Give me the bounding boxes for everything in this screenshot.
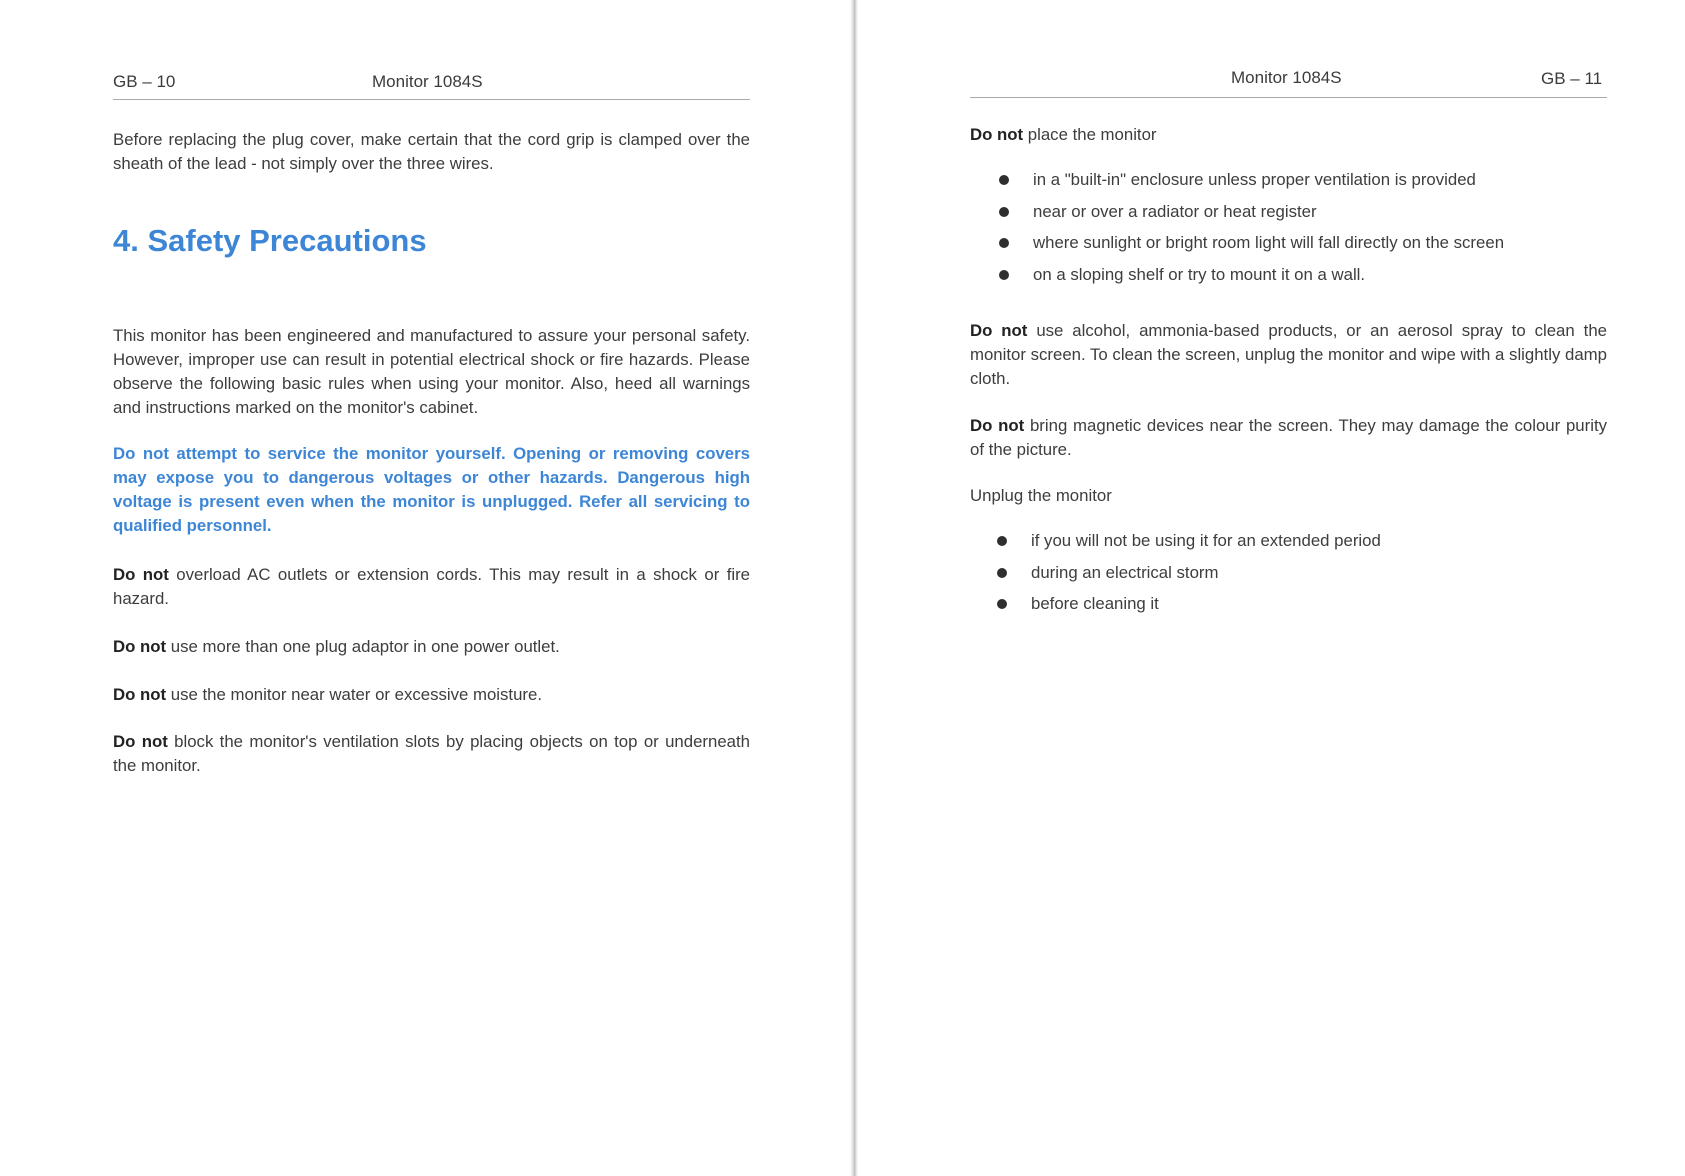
- bullet-icon: [997, 568, 1007, 578]
- cleaning-paragraph: [970, 319, 1607, 391]
- rule-text: use more than one plug adaptor in one power outlet.: [166, 637, 560, 656]
- bullet-icon: [999, 207, 1009, 217]
- rule-lead: Do not: [113, 637, 167, 656]
- book-gutter: [850, 0, 858, 1176]
- right-page-number: GB – 11: [1541, 69, 1603, 88]
- placement-list: [999, 168, 1599, 294]
- list-item-text: if you will not be using it for an extended period: [1031, 531, 1381, 550]
- rule-text: bring magnetic devices near the screen. They may damage the colour purity of the picture.: [970, 416, 1607, 459]
- rule-text: use the monitor near water or excessive moisture.: [166, 685, 542, 704]
- rule-lead: Do not: [113, 685, 167, 704]
- list-item-text: near or over a radiator or heat register: [1033, 201, 1317, 221]
- right-header-title: Monitor 1084S: [1231, 68, 1342, 87]
- rule-lead: Do not: [970, 125, 1024, 144]
- service-warning: Do not attempt to service the monitor yourself. Opening or removing covers may expose you to dangerous voltages or other hazards. Dangerous high voltage is present even when the monitor is unplugged. Refer all servicing to qualified personnel.: [113, 444, 750, 535]
- bullet-icon: [997, 536, 1007, 546]
- list-item: [999, 200, 1599, 232]
- list-item: [997, 529, 1597, 561]
- list-item-text: on a sloping shelf or try to mount it on a wall.: [1033, 264, 1366, 284]
- rule-text: block the monitor's ventilation slots by placing objects on top or underneath the monitor.: [113, 732, 750, 775]
- intro-paragraph: Before replacing the plug cover, make certain that the cord grip is clamped over the sheath of the lead - not simply over the three wires.: [113, 130, 750, 173]
- left-header-rule: [113, 99, 750, 100]
- rule-lead: Do not: [970, 321, 1028, 340]
- rule-lead: Do not: [113, 565, 169, 584]
- rule-overload: [113, 563, 750, 611]
- section-title: 4. Safety Precautions: [113, 223, 427, 258]
- placement-intro: [970, 123, 1607, 147]
- bullet-icon: [997, 599, 1007, 609]
- list-item: [999, 168, 1599, 200]
- list-item: [997, 561, 1597, 593]
- left-header-title: Monitor 1084S: [372, 72, 483, 91]
- rule-ventilation: [113, 730, 750, 778]
- list-item-text: during an electrical storm: [1031, 562, 1219, 582]
- rule-text: use alcohol, ammonia-based products, or an aerosol spray to clean the monitor screen. To clean the screen, unplug the monitor and wipe with a slightly damp cloth.: [970, 321, 1607, 388]
- list-item: [999, 231, 1599, 263]
- magnetic-paragraph: [970, 414, 1607, 462]
- list-item-text: in a "built-in" enclosure unless proper ventilation is provided: [1033, 170, 1476, 189]
- list-item-text: where sunlight or bright room light will fall directly on the screen: [1033, 233, 1505, 252]
- bullet-icon: [999, 270, 1009, 280]
- rule-text: overload AC outlets or extension cords. This may result in a shock or fire hazard.: [113, 565, 751, 608]
- list-item: [997, 592, 1597, 624]
- unplug-list: [997, 529, 1597, 624]
- rule-text: place the monitor: [1023, 125, 1157, 144]
- right-header-rule: [970, 97, 1607, 98]
- list-item-text: before cleaning it: [1031, 594, 1159, 613]
- rule-water: [113, 683, 750, 707]
- bullet-icon: [999, 238, 1009, 248]
- safety-intro-paragraph: This monitor has been engineered and manufactured to assure your personal safety. However, improper use can result in potential electrical shock or fire hazards. Please observe the following basic rules when using your monitor. Also, heed all warnings and instructions marked on the monitor's cabinet.: [113, 326, 750, 417]
- bullet-icon: [999, 175, 1009, 185]
- rule-lead: Do not: [113, 732, 168, 751]
- left-page-number: GB – 10: [113, 72, 176, 91]
- list-item: [999, 263, 1599, 295]
- unplug-intro: Unplug the monitor: [970, 486, 1112, 505]
- rule-plug-adaptor: [113, 635, 750, 659]
- rule-lead: Do not: [970, 416, 1025, 435]
- right-page: [858, 0, 1685, 1176]
